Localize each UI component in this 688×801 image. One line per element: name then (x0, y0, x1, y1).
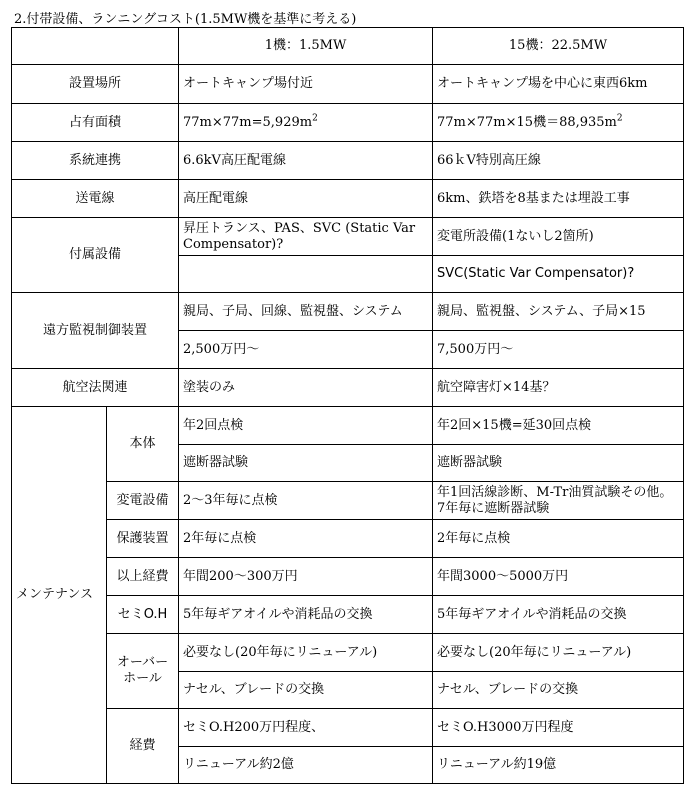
label-site: 設置場所 (12, 65, 179, 104)
row-maint-ordinary (12, 558, 684, 596)
maint-overhaul-15-units-a: 必要なし(20年毎にリニューアル) (433, 634, 684, 672)
area-1-exponent: 2 (312, 113, 318, 124)
section-title: 2.付帯設備、ランニングコスト(1.5MW機を基準に考える) (14, 12, 357, 27)
maint-semi-oh-1-unit: 5年毎ギアオイルや消耗品の交換 (179, 596, 433, 634)
cost-table (11, 27, 684, 784)
maint-ordinary-15-units: 年間3000～5000万円 (433, 558, 684, 596)
maint-body-15-units-a: 年2回×15機=延30回点検 (433, 407, 684, 445)
aviation-15-units: 航空障害灯×14基？ (433, 369, 684, 407)
label-maint-overhaul: オーバーホール (107, 634, 179, 709)
remote-15-units-a: 親局、監視盤、システム、子局×15 (433, 293, 684, 331)
accessory-15-units-b: SVC(Static Var Compensator)? (433, 256, 684, 293)
header-1-unit: 1機：1.5MW (179, 28, 433, 65)
label-maint-body: 本体 (107, 407, 179, 482)
transmission-1-unit: 高圧配電線 (179, 180, 433, 218)
maint-overhaul-15-units-b: ナセル、ブレードの交換 (433, 672, 684, 709)
row-grid (12, 142, 684, 180)
area-15-value: 77m×77m×15機＝88,935m (437, 114, 617, 130)
maint-substation-1-unit: 2～3年毎に点検 (179, 482, 433, 520)
maint-body-1-unit-b: 遮断器試験 (179, 445, 433, 482)
remote-1-unit-a: 親局、子局、回線、監視盤、システム (179, 293, 433, 331)
maint-cost-15-units-a: セミO.H3000万円程度 (433, 709, 684, 747)
header-blank-cell (12, 28, 179, 65)
transmission-15-units: 6km、鉄塔を8基または埋設工事 (433, 180, 684, 218)
maint-cost-15-units-b: リニューアル約19億 (433, 747, 684, 784)
row-maint-body-1 (12, 407, 684, 445)
maint-protection-15-units: 2年毎に点検 (433, 520, 684, 558)
label-maintenance: メンテナンス (12, 407, 107, 784)
aviation-1-unit: 塗装のみ (179, 369, 433, 407)
maint-overhaul-1-unit-a: 必要なし(20年毎にリニューアル) (179, 634, 433, 672)
row-maint-protection (12, 520, 684, 558)
label-remote: 遠方監視制御装置 (12, 293, 179, 369)
maint-overhaul-1-unit-b: ナセル、ブレードの交換 (179, 672, 433, 709)
label-grid: 系統連携 (12, 142, 179, 180)
row-maint-substation (12, 482, 684, 520)
maint-substation-15-units: 年1回活線診断、M-Tr油質試験その他。7年毎に遮断器試験 (433, 482, 684, 520)
maint-cost-1-unit-b: リニューアル約2億 (179, 747, 433, 784)
row-remote-1 (12, 293, 684, 331)
row-aviation (12, 369, 684, 407)
label-maint-cost: 経費 (107, 709, 179, 784)
header-15-units: 15機：22.5MW (433, 28, 684, 65)
label-transmission: 送電線 (12, 180, 179, 218)
label-maint-ordinary: 以上経費 (107, 558, 179, 596)
area-1-value: 77m×77m=5,929m (183, 114, 313, 130)
site-15-units: オートキャンプ場を中心に東西6km (433, 65, 684, 104)
maint-body-1-unit-a: 年2回点検 (179, 407, 433, 445)
row-maint-overhaul-1 (12, 634, 684, 672)
area-15-exponent: 2 (616, 113, 623, 124)
row-transmission (12, 180, 684, 218)
row-area (12, 104, 684, 142)
label-maint-semi-oh: セミO.H (107, 596, 179, 634)
label-area: 占有面積 (12, 104, 179, 142)
label-maint-substation: 変電設備 (107, 482, 179, 520)
maint-protection-1-unit: 2年毎に点検 (179, 520, 433, 558)
grid-15-units: 66ｋV特別高圧線 (433, 142, 684, 180)
label-accessory: 付属設備 (12, 218, 179, 293)
maint-cost-1-unit-a: セミO.H200万円程度、 (179, 709, 433, 747)
site-1-unit: オートキャンプ場付近 (179, 65, 433, 104)
remote-1-unit-b: 2,500万円～ (179, 331, 433, 369)
header-row (12, 28, 684, 65)
maint-body-15-units-b: 遮断器試験 (433, 445, 684, 482)
maint-ordinary-1-unit: 年間200～300万円 (179, 558, 433, 596)
accessory-15-units-a: 変電所設備(1ないし2箇所) (433, 218, 684, 256)
remote-15-units-b: 7,500万円～ (433, 331, 684, 369)
area-15-units (433, 104, 684, 142)
accessory-1-unit-a: 昇圧トランス、PAS、SVC (Static Var Compensator)? (179, 218, 433, 256)
maint-semi-oh-15-units: 5年毎ギアオイルや消耗品の交換 (433, 596, 684, 634)
row-maint-semi-oh (12, 596, 684, 634)
row-maint-cost-1 (12, 709, 684, 747)
label-aviation: 航空法関連 (12, 369, 179, 407)
grid-1-unit: 6.6kV高圧配電線 (179, 142, 433, 180)
accessory-1-unit-b (179, 256, 433, 293)
row-accessory-1 (12, 218, 684, 256)
row-site (12, 65, 684, 104)
area-1-unit (179, 104, 433, 142)
label-maint-protection: 保護装置 (107, 520, 179, 558)
